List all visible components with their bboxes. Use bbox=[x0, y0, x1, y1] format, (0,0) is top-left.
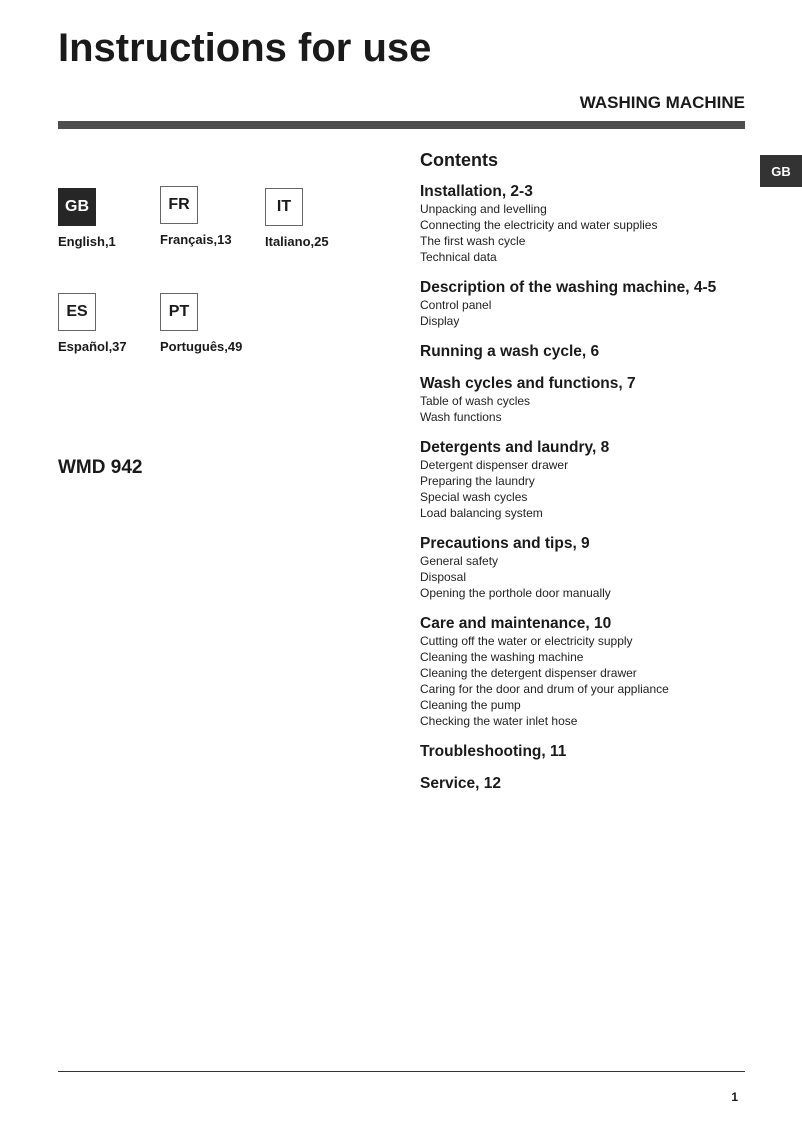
toc-section-heading[interactable]: Service, 12 bbox=[420, 775, 502, 792]
toc-section-installation bbox=[420, 183, 790, 265]
language-it[interactable] bbox=[265, 188, 375, 249]
product-type: WASHING MACHINE bbox=[579, 93, 745, 112]
toc-item[interactable]: Connecting the electricity and water supplies bbox=[420, 218, 658, 232]
toc-section-care bbox=[420, 615, 790, 729]
toc-item[interactable]: Technical data bbox=[420, 250, 497, 264]
language-code-box[interactable]: FR bbox=[160, 186, 198, 224]
toc-item[interactable]: Load balancing system bbox=[420, 506, 543, 520]
toc-item[interactable]: Control panel bbox=[420, 298, 492, 312]
toc-item[interactable]: General safety bbox=[420, 554, 499, 568]
toc-section-running bbox=[420, 343, 790, 361]
language-side-tab: GB bbox=[760, 155, 802, 187]
toc-item[interactable]: Unpacking and levelling bbox=[420, 202, 547, 216]
toc-item[interactable]: Disposal bbox=[420, 570, 467, 584]
toc-item[interactable]: Special wash cycles bbox=[420, 490, 528, 504]
toc-section-troubleshooting bbox=[420, 743, 790, 761]
header-rule bbox=[58, 121, 745, 129]
toc-section-heading[interactable]: Troubleshooting, 11 bbox=[420, 743, 567, 760]
language-es[interactable] bbox=[58, 293, 168, 354]
toc-item[interactable]: Cleaning the detergent dispenser drawer bbox=[420, 666, 637, 680]
toc-section-precautions bbox=[420, 535, 790, 601]
language-code-box[interactable]: PT bbox=[160, 293, 198, 331]
contents-title: Contents bbox=[420, 150, 498, 170]
toc-section-heading[interactable]: Precautions and tips, 9 bbox=[420, 535, 590, 552]
toc-item[interactable]: Caring for the door and drum of your appliance bbox=[420, 682, 669, 696]
toc-item[interactable]: Cleaning the pump bbox=[420, 698, 521, 712]
language-label: English,1 bbox=[58, 234, 116, 249]
toc-item[interactable]: Wash functions bbox=[420, 410, 502, 424]
page-number: 1 bbox=[731, 1090, 738, 1104]
language-label: Português,49 bbox=[160, 339, 243, 354]
toc-section-service bbox=[420, 775, 790, 793]
language-label: Italiano,25 bbox=[265, 234, 329, 249]
toc-item[interactable]: Detergent dispenser drawer bbox=[420, 458, 569, 472]
toc-section-heading[interactable]: Running a wash cycle, 6 bbox=[420, 343, 600, 360]
page-title: Instructions for use bbox=[58, 26, 432, 70]
toc-section-description bbox=[420, 279, 790, 329]
toc-item[interactable]: Cutting off the water or electricity supply bbox=[420, 634, 633, 648]
model-number: WMD 942 bbox=[58, 457, 143, 478]
toc-item[interactable]: Checking the water inlet hose bbox=[420, 714, 578, 728]
language-pt[interactable] bbox=[160, 293, 270, 354]
language-fr[interactable] bbox=[160, 186, 270, 247]
toc-item[interactable]: Opening the porthole door manually bbox=[420, 586, 611, 600]
toc-item[interactable]: Preparing the laundry bbox=[420, 474, 535, 488]
toc-item[interactable]: Table of wash cycles bbox=[420, 394, 531, 408]
toc-section-heading[interactable]: Installation, 2-3 bbox=[420, 183, 533, 200]
toc-section-heading[interactable]: Description of the washing machine, 4-5 bbox=[420, 279, 717, 296]
language-code-box[interactable]: GB bbox=[58, 188, 96, 226]
toc-section-detergents bbox=[420, 439, 790, 521]
table-of-contents bbox=[420, 150, 790, 807]
language-label: Español,37 bbox=[58, 339, 127, 354]
footer-rule bbox=[58, 1071, 745, 1072]
toc-item[interactable]: Cleaning the washing machine bbox=[420, 650, 584, 664]
language-code-box[interactable]: ES bbox=[58, 293, 96, 331]
toc-item[interactable]: The first wash cycle bbox=[420, 234, 526, 248]
toc-section-wash-cycles bbox=[420, 375, 790, 425]
language-code-box[interactable]: IT bbox=[265, 188, 303, 226]
toc-item[interactable]: Display bbox=[420, 314, 460, 328]
toc-section-heading[interactable]: Wash cycles and functions, 7 bbox=[420, 375, 636, 392]
language-label: Français,13 bbox=[160, 232, 232, 247]
toc-section-heading[interactable]: Care and maintenance, 10 bbox=[420, 615, 612, 632]
language-gb[interactable] bbox=[58, 188, 168, 249]
toc-section-heading[interactable]: Detergents and laundry, 8 bbox=[420, 439, 610, 456]
